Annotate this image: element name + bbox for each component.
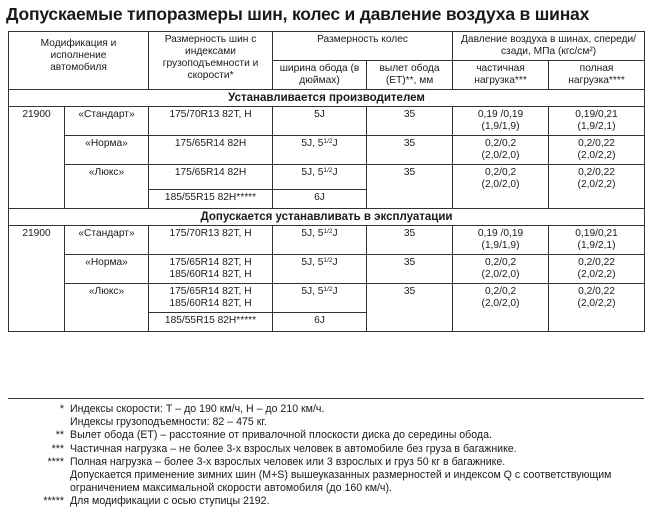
offset-cell: 35 <box>367 226 453 255</box>
section-title-factory: Устанавливается производителем <box>9 90 645 107</box>
footnote-mark: ***** <box>43 495 64 508</box>
header-tire-size: Размерность шин с индексами грузоподъемности и скорости* <box>149 32 273 90</box>
footnotes <box>8 398 644 509</box>
rim-fraction: 1/2 <box>323 286 333 293</box>
variant-cell: «Норма» <box>65 136 149 165</box>
rim-suffix: J <box>332 138 338 149</box>
full-pressure-cell <box>549 226 645 255</box>
full-value: 0,19/0,21 <box>575 228 618 239</box>
footnote <box>8 429 644 442</box>
variant-cell: «Стандарт» <box>65 107 149 136</box>
footnote-text: Для модификации с осью ступицы 2192. <box>70 495 270 508</box>
full-value-kgf: (1,9/2,1) <box>577 121 616 132</box>
footnote <box>8 495 644 508</box>
offset-cell: 35 <box>367 165 453 209</box>
table-row <box>9 107 645 136</box>
tire-cell: 185/55R15 82H***** <box>149 190 273 209</box>
section-title-aftermarket: Допускается устанавливать в эксплуатации <box>9 209 645 226</box>
rim-value: 5J, 5 <box>301 286 324 297</box>
footnote-mark: * <box>59 403 64 415</box>
partial-pressure-cell <box>453 284 549 332</box>
rim-suffix: J <box>332 257 338 268</box>
tire-value: 175/65R14 82T, H <box>169 257 252 268</box>
rim-value: 5J, 5 <box>301 138 324 149</box>
full-value-kgf: (2,0/2,2) <box>577 150 616 161</box>
variant-cell: «Стандарт» <box>65 226 149 255</box>
full-pressure-cell <box>549 165 645 209</box>
full-value: 0,2/0,22 <box>578 138 615 149</box>
tire-cell: 175/70R13 82T, H <box>149 226 273 255</box>
footnote-text: Индексы скорости: Т – до 190 км/ч, Н – до 210 км/ч. <box>70 403 325 415</box>
variant-cell: «Люкс» <box>65 284 149 332</box>
footnote-text: Индексы грузоподъемности: 82 – 475 кг. <box>70 416 267 429</box>
partial-pressure-cell <box>453 165 549 209</box>
tire-value-alt: 185/60R14 82T, H <box>169 269 252 280</box>
footnote-mark <box>8 416 70 429</box>
tire-spec-table <box>8 31 645 332</box>
full-pressure-cell <box>549 107 645 136</box>
full-pressure-cell <box>549 284 645 332</box>
footnote-text: Вылет обода (ЕТ) – расстояние от привалочной плоскости диска до середины обода. <box>70 429 492 442</box>
partial-value-kgf: (2,0/2,0) <box>481 150 520 161</box>
partial-value: 0,2/0,2 <box>484 257 517 268</box>
rim-suffix: J <box>332 228 338 239</box>
rim-suffix: J <box>332 167 338 178</box>
rim-fraction: 1/2 <box>323 138 333 145</box>
model-code: 21900 <box>9 226 65 332</box>
page-title: Допускаемые типоразмеры шин, колес и давление воздуха в шинах <box>6 4 590 24</box>
rim-cell <box>273 136 367 165</box>
header-pressure <box>453 32 645 61</box>
header-rim-width: ширина обода (в дюймах) <box>273 61 367 90</box>
offset-cell: 35 <box>367 284 453 332</box>
footnote-text: Допускается применение зимних шин (M+S) вышеуказанных размерностей и индексом Q с соответствующим ограничением максимальной скорости автомобиля (до 160 км/ч). <box>70 469 612 495</box>
partial-value: 0,19 /0,19 <box>477 228 524 239</box>
table-row <box>9 226 645 255</box>
partial-value: 0,2/0,2 <box>484 167 517 178</box>
footnote-mark: *** <box>51 442 64 455</box>
full-value-kgf: (2,0/2,2) <box>577 179 616 190</box>
header-partial-load: частичная нагрузка*** <box>453 61 549 90</box>
partial-value: 0,19 /0,19 <box>477 109 524 120</box>
tire-cell: 175/65R14 82H <box>149 165 273 190</box>
footnote <box>8 443 644 456</box>
header-full-load: полная нагрузка**** <box>549 61 645 90</box>
header-modification: Модификация и исполнение автомобиля <box>9 32 149 90</box>
tire-value-alt: 185/60R14 82T, H <box>169 298 252 309</box>
rim-fraction: 1/2 <box>323 257 333 264</box>
rim-value: 5J, 5 <box>301 228 324 239</box>
offset-cell: 35 <box>367 255 453 284</box>
offset-cell: 35 <box>367 136 453 165</box>
rim-cell: 6J <box>273 313 367 332</box>
partial-value-kgf: (2,0/2,0) <box>481 298 520 309</box>
full-value-kgf: (2,0/2,2) <box>577 298 616 309</box>
full-value-kgf: (1,9/2,1) <box>577 240 616 251</box>
rim-value: 5J, 5 <box>301 167 324 178</box>
model-code: 21900 <box>9 107 65 209</box>
variant-cell: «Норма» <box>65 255 149 284</box>
partial-value-kgf: (2,0/2,0) <box>481 269 520 280</box>
full-pressure-cell <box>549 255 645 284</box>
tire-cell: 175/65R14 82H <box>149 136 273 165</box>
footnote-mark: **** <box>47 455 64 468</box>
footnote-mark <box>8 469 70 495</box>
rim-cell <box>273 165 367 190</box>
tire-value: 175/65R14 82T, H <box>169 286 252 297</box>
partial-pressure-cell <box>453 107 549 136</box>
offset-cell: 35 <box>367 107 453 136</box>
full-value: 0,2/0,22 <box>578 257 615 268</box>
tire-cell: 185/55R15 82H***** <box>149 313 273 332</box>
header-wheel-size: Размерность колес <box>273 32 453 61</box>
table-row <box>9 255 645 284</box>
rim-fraction: 1/2 <box>323 228 333 235</box>
full-value: 0,2/0,22 <box>578 286 615 297</box>
footnote-mark: ** <box>55 429 64 442</box>
rim-cell: 6J <box>273 190 367 209</box>
table-header-row <box>9 32 645 61</box>
rim-value: 5J, 5 <box>301 257 324 268</box>
rim-suffix: J <box>332 286 338 297</box>
footnote <box>8 403 644 416</box>
rim-cell <box>273 226 367 255</box>
rim-cell: 5J <box>273 107 367 136</box>
full-value: 0,2/0,22 <box>578 167 615 178</box>
table-row <box>9 284 645 313</box>
full-pressure-cell <box>549 136 645 165</box>
rim-cell <box>273 255 367 284</box>
rim-fraction: 1/2 <box>323 167 333 174</box>
partial-value-kgf: (2,0/2,0) <box>481 179 520 190</box>
header-offset: вылет обода (ET)**, мм <box>367 61 453 90</box>
footnote-text: Частичная нагрузка – не более 3-х взрослых человек в автомобиле без груза в багажнике. <box>70 442 517 455</box>
full-value: 0,19/0,21 <box>575 109 618 120</box>
footnote-text: Полная нагрузка – более 3-х взрослых человек или 3 взрослых и груз 50 кг в багажнике. <box>70 455 506 468</box>
footnote <box>8 456 644 469</box>
partial-value: 0,2/0,2 <box>484 286 517 297</box>
partial-value-kgf: (1,9/1,9) <box>481 240 520 251</box>
tire-cell <box>149 284 273 313</box>
partial-value-kgf: (1,9/1,9) <box>481 121 520 132</box>
full-value-kgf: (2,0/2,2) <box>577 269 616 280</box>
variant-cell: «Люкс» <box>65 165 149 209</box>
footnote <box>8 416 644 429</box>
tire-cell <box>149 255 273 284</box>
footnote <box>8 469 644 495</box>
tire-cell: 175/70R13 82T, H <box>149 107 273 136</box>
rim-cell <box>273 284 367 313</box>
partial-pressure-cell <box>453 136 549 165</box>
partial-pressure-cell <box>453 226 549 255</box>
table-row <box>9 165 645 190</box>
table-row <box>9 136 645 165</box>
partial-pressure-cell <box>453 255 549 284</box>
header-pressure-text: Давление воздуха в шинах, спереди/сзади, МПа (кгс/см²) <box>461 34 637 57</box>
partial-value: 0,2/0,2 <box>484 138 517 149</box>
